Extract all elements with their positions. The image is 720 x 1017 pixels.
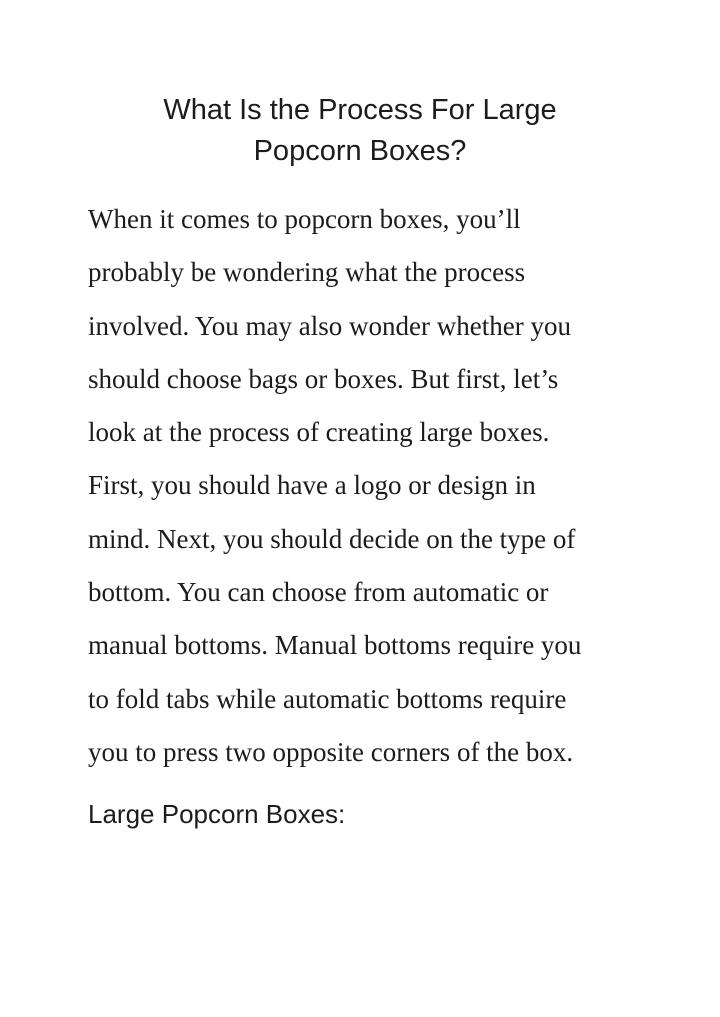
paragraph-line: look at the process of creating large boxes. xyxy=(88,417,550,448)
title-line: What Is the Process For Large xyxy=(163,94,557,126)
paragraph-line: to fold tabs while automatic bottoms require xyxy=(88,683,567,714)
paragraph-line: When it comes to popcorn boxes, you’ll xyxy=(88,204,521,234)
title-line: Popcorn Boxes? xyxy=(253,135,467,167)
section-subheading: Large Popcorn Boxes: xyxy=(88,799,346,829)
paragraph-line: involved. You may also wonder whether you xyxy=(88,310,571,341)
paragraph-line: probably be wondering what the process xyxy=(88,257,526,288)
paragraph-line: mind. Next, you should decide on the type of xyxy=(88,523,576,554)
paragraph-line: should choose bags or boxes. But first, let’s xyxy=(88,363,559,394)
paragraph-line: you to press two opposite corners of the box. xyxy=(88,736,574,767)
paragraph-line: First, you should have a logo or design in xyxy=(88,470,536,501)
body-paragraph xyxy=(88,193,648,779)
paragraph-line: manual bottoms. Manual bottoms require you xyxy=(88,630,582,661)
page-title xyxy=(88,90,632,172)
paragraph-line: bottom. You can choose from automatic or xyxy=(88,577,549,608)
